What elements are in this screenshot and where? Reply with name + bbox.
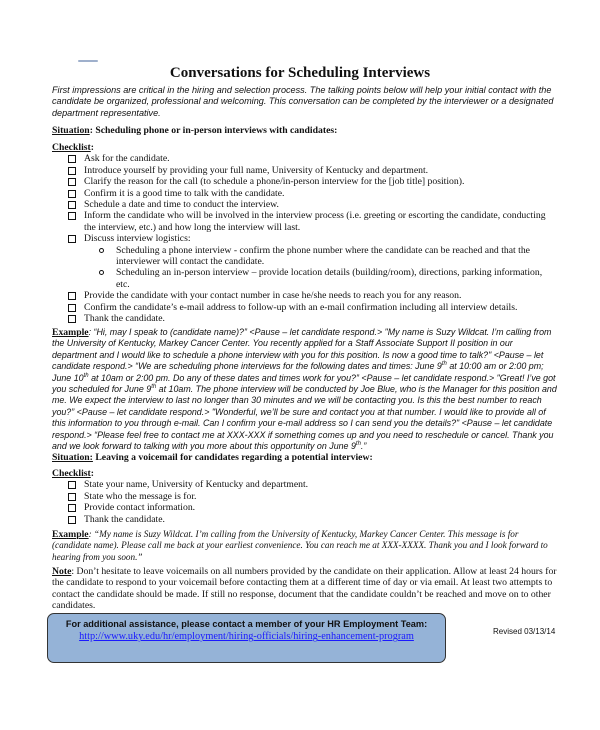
situation-label: Situation (52, 125, 90, 136)
example-1: Example: “Hi, may I speak to (candidate name)?” <Pause – let candidate respond.> "My name is Suzy Wildcat. I’m calling from the University of Kentucky, Markey Cancer Center. You recently applied for a Staff Associate Support II position in our department and I would like to schedule a phone interview with you for this position. Is now a good time to talk?" <Pause – let candidate respond.> “We are scheduling phone interviews for the following dates and times: June 9th at 10:00 am or 2:00 pm; June 10th at 10am or 2:00 pm. Do any of these dates and times work for you?” <Pause – let candidate respond.> "Great! I’ve got you scheduled for June 9th at 10am. The phone interview will be conducted by Joe Blue, who is the Manager for this position and me. We expect the interview to last no longer than 30 minutes and we will be contacting you. Is this the best number to reach you?” <Pause – let candidate respond.> "Wonderful, we’ll be sure and contact you at that number. I would like to provide all of this information to you through e-mail. Can I confirm your e-mail address so I can send you the details?" <Pause – let candidate respond.> “Please feel free to contact me at XXX-XXX if something comes up and you need to reschedule or cancel. Thank you and we look forward to talking with you more about this opportunity on June 9th.” (52, 327, 557, 452)
checklist-item: Provide the candidate with your contact number in case he/she needs to reach you for any reason. (84, 290, 558, 301)
bullet-icon (99, 270, 104, 275)
checkbox-icon (68, 190, 76, 198)
checklist-1: Checklist: Ask for the candidate. Introduce yourself by providing your full name, University of Kentucky and department. Clarify the reason for the call (to schedule a phone/in-person interview for the [job title] position). Confirm it is a good time to talk with the candidate. Schedule a date and time to conduct the interview. Inform the candidate who will be involved in the interview process (i.e. greeting or escorting the candidate, conducting the interview, etc.) and how long the interview will last. Discuss interview logistics: Scheduling a phone interview - confirm the phone number where the candidate can be reached and that the interviewer will contact the candidate. Scheduling an in-person interview – provide location details (building/room), directions, parking information, etc. Provide the candidate with your contact number in case he/she needs to reach you for any reason. Confirm the candidate’s e-mail address to follow-up with an e-mail confirmation including all interview details. Thank the candidate. (52, 142, 558, 325)
checkbox-icon (68, 155, 76, 163)
note: Note: Don’t hesitate to leave voicemails on all numbers provided by the candidate on their application. Allow at least 24 hours for the candidate to respond to your voicemail before contacting them at a different time of day or via email. At least two attempts to contact the candidate should be made. If still no response, document that the candidate couldn’t be reached and move on to other candidates. (52, 566, 557, 612)
checkbox-icon (68, 516, 76, 524)
header-decoration (78, 60, 98, 62)
checklist-item: Confirm the candidate’s e-mail address to follow-up with an e-mail confirmation including all interview details. (84, 302, 558, 313)
checklist-item: Schedule a date and time to conduct the interview. (84, 199, 558, 210)
checklist-item: State who the message is for. (84, 491, 558, 502)
situation-text: : Scheduling phone or in-person interviews with candidates: (89, 125, 338, 136)
page-title: Conversations for Scheduling Interviews (169, 65, 431, 81)
checkbox-icon (68, 504, 76, 512)
checklist-item: Discuss interview logistics: Scheduling a phone interview - confirm the phone number where the candidate can be reached and that the interviewer will contact the candidate. Scheduling an in-person interview – provide location details (building/room), directions, parking information, etc. (84, 233, 558, 290)
checkbox-icon (68, 315, 76, 323)
checkbox-icon (68, 292, 76, 300)
checkbox-icon (68, 178, 76, 186)
situation-1 (52, 125, 558, 136)
checkbox-icon (68, 201, 76, 209)
checkbox-icon (68, 235, 76, 243)
checklist-item: Ask for the candidate. (84, 153, 558, 164)
sub-item: Scheduling a phone interview - confirm the phone number where the candidate can be reached and that the interviewer will contact the candidate. (116, 245, 558, 268)
sub-item: Scheduling an in-person interview – provide location details (building/room), directions, parking information, etc. (116, 267, 558, 290)
checklist-item: Thank the candidate. (84, 313, 558, 324)
bullet-icon (99, 248, 104, 253)
checklist-item: Inform the candidate who will be involved in the interview process (i.e. greeting or escorting the candidate, conducting the interview, etc.) and how long the interview will last. (84, 210, 558, 233)
example-2: Example: “My name is Suzy Wildcat. I’m calling from the University of Kentucky, Markey Cancer Center. This message is for (candidate name). Please call me back at your earliest convenience. You can reach me at XXX-XXXX. Thank you and I look forward to hearing from you soon.” (52, 529, 548, 562)
checklist-2: Checklist: State your name, University of Kentucky and department. State who the message is for. Provide contact information. Thank the candidate. (52, 468, 558, 525)
checkbox-icon (68, 304, 76, 312)
checklist-item: Introduce yourself by providing your full name, University of Kentucky and department. (84, 165, 558, 176)
checklist-item: Thank the candidate. (84, 514, 558, 525)
situation-2: Situation: Leaving a voicemail for candidates regarding a potential interview: (52, 452, 373, 463)
checkbox-icon (68, 167, 76, 175)
checklist-item: State your name, University of Kentucky and department. (84, 479, 558, 490)
revised-date: Revised 03/13/14 (493, 627, 556, 636)
checkbox-icon (68, 481, 76, 489)
assistance-text: For additional assistance, please contact a member of your HR Employment Team: (65, 619, 428, 629)
hr-program-link[interactable]: http://www.uky.edu/hr/employment/hiring-officials/hiring-enhancement-program (79, 631, 414, 643)
intro-paragraph: First impressions are critical in the hiring and selection process. The talking points below will help your initial contact with the candidate be organized, professional and welcoming. This conversation can be completed by the interviewer or a designated department representative. (52, 85, 554, 118)
checklist-item: Clarify the reason for the call (to schedule a phone/in-person interview for the [job title] position). (84, 176, 558, 187)
checklist-label: Checklist (52, 142, 91, 153)
checklist-item: Provide contact information. (84, 502, 558, 513)
checkbox-icon (68, 493, 76, 501)
checklist-item: Confirm it is a good time to talk with the candidate. (84, 188, 558, 199)
assistance-box (47, 613, 446, 663)
checkbox-icon (68, 212, 76, 220)
